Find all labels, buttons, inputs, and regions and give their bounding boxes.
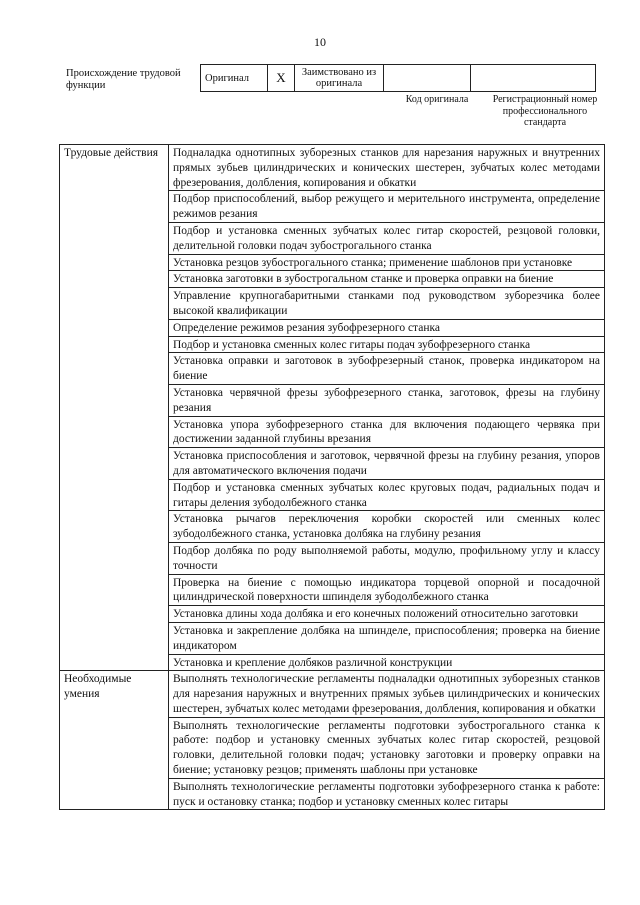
table-row <box>60 778 605 810</box>
table-row <box>60 416 605 448</box>
table-row <box>60 336 605 353</box>
item-cell: Подналадка однотипных зуборезных станков для нарезания наружных и внутренних прямых зубьев цилиндрических и конических шестерен, зубчатых колес методами фрезерования, долбления, копирования и обкатки <box>169 145 605 191</box>
item-cell: Выполнять технологические регламенты подготовки зубофрезерного станка к работе: пуск и остановку станка; подбор и установку сменных колес гитары <box>169 778 605 810</box>
table-row <box>60 222 605 254</box>
item-cell: Установка оправки и заготовок в зубофрезерный станок, проверка индикатором на биение <box>169 353 605 385</box>
section-title-cell <box>60 222 169 254</box>
item-cell: Проверка на биение с помощью индикатора торцевой опорной и посадочной цилиндрической поверхности шпинделя зубодолбежного станка <box>169 574 605 606</box>
section-title-cell <box>60 319 169 336</box>
section-title-cell <box>60 654 169 671</box>
table-row <box>60 622 605 654</box>
item-cell: Выполнять технологические регламенты подналадки однотипных зуборезных станков для нарезания наружных и внутренних прямых зубьев цилиндрических и конических шестерен, зубчатых колес методами фрезерования, долбления, копирования и обкатки <box>169 671 605 717</box>
section-title-cell <box>60 191 169 223</box>
table-row <box>60 288 605 320</box>
origin-table <box>200 64 596 92</box>
table-row <box>60 191 605 223</box>
table-row <box>60 254 605 271</box>
page-number: 10 <box>314 35 326 49</box>
section-title-cell <box>60 778 169 810</box>
table-row <box>60 145 605 191</box>
table-row <box>60 479 605 511</box>
section-title-cell <box>60 271 169 288</box>
origin-label: Происхождение трудовой функции <box>66 68 181 91</box>
table-row <box>60 511 605 543</box>
section-title-cell: Необходимые умения <box>60 671 169 717</box>
origin-borrowed-cell: Заимствовано из оригинала <box>295 65 384 92</box>
origin-original-cell: Оригинал <box>201 65 268 92</box>
table-row <box>60 319 605 336</box>
section-title-cell <box>60 574 169 606</box>
item-cell: Установка червячной фрезы зубофрезерного станка, заготовок, фрезы на глубину резания <box>169 384 605 416</box>
section-title-cell <box>60 511 169 543</box>
table-row <box>60 384 605 416</box>
origin-mark-cell: X <box>268 65 295 92</box>
section-title-cell <box>60 606 169 623</box>
section-title-cell <box>60 416 169 448</box>
origin-code-cell <box>384 65 471 92</box>
section-title-cell <box>60 717 169 778</box>
item-cell: Установка резцов зубострогального станка; применение шаблонов при установке <box>169 254 605 271</box>
item-cell: Определение режимов резания зубофрезерного станка <box>169 319 605 336</box>
item-cell: Установка приспособления и заготовок, червячной фрезы на глубину резания, упоров для автоматического включения подачи <box>169 448 605 480</box>
section-title-cell <box>60 448 169 480</box>
item-cell: Подбор и установка сменных зубчатых колес гитар скоростей, резцовой головки, делительной головки подач зубострогального станка <box>169 222 605 254</box>
table-row <box>60 542 605 574</box>
section-title-cell <box>60 254 169 271</box>
section-title-cell <box>60 288 169 320</box>
item-cell: Выполнять технологические регламенты подготовки зубострогального станка к работе: подбор и установку сменных зубчатых колес гитар скоростей, резцовой головки, делительной головки подач; установку заготовки и проверку оправки на биение; установку резцов; применять шаблоны при установке <box>169 717 605 778</box>
item-cell: Подбор и установка сменных зубчатых колес круговых подач, радиальных подач и гитары деления зубодолбежного станка <box>169 479 605 511</box>
table-row <box>60 654 605 671</box>
reg-caption: Регистрационный номер профессионального стандарта <box>492 94 598 128</box>
code-caption: Код оригинала <box>405 94 469 105</box>
item-cell: Управление крупногабаритными станками под руководством зуборезчика более высокой квалификации <box>169 288 605 320</box>
origin-reg-cell <box>471 65 596 92</box>
section-title-cell <box>60 353 169 385</box>
section-title-cell <box>60 479 169 511</box>
table-row <box>60 448 605 480</box>
section-title-cell <box>60 622 169 654</box>
item-cell: Установка и закрепление долбяка на шпинделе, приспособления; проверка на биение индикатором <box>169 622 605 654</box>
section-title-cell <box>60 542 169 574</box>
table-row <box>60 671 605 717</box>
table-row <box>60 353 605 385</box>
item-cell: Установка упора зубофрезерного станка для включения подающего червяка при достижении заданной глубины врезания <box>169 416 605 448</box>
table-row <box>60 574 605 606</box>
table-row <box>60 606 605 623</box>
item-cell: Установка рычагов переключения коробки скоростей или сменных колес зубодолбежного станка, установка долбяка на глубину резания <box>169 511 605 543</box>
functions-table <box>59 144 605 810</box>
item-cell: Установка длины хода долбяка и его конечных положений относительно заготовки <box>169 606 605 623</box>
section-title-cell: Трудовые действия <box>60 145 169 191</box>
table-row <box>60 271 605 288</box>
item-cell: Подбор и установка сменных колес гитары подач зубофрезерного станка <box>169 336 605 353</box>
table-row <box>60 717 605 778</box>
item-cell: Установка и крепление долбяков различной конструкции <box>169 654 605 671</box>
section-title-cell <box>60 336 169 353</box>
item-cell: Установка заготовки в зубострогальном станке и проверка оправки на биение <box>169 271 605 288</box>
item-cell: Подбор долбяка по роду выполняемой работы, модулю, профильному углу и классу точности <box>169 542 605 574</box>
section-title-cell <box>60 384 169 416</box>
item-cell: Подбор приспособлений, выбор режущего и мерительного инструмента, определение режимов резания <box>169 191 605 223</box>
